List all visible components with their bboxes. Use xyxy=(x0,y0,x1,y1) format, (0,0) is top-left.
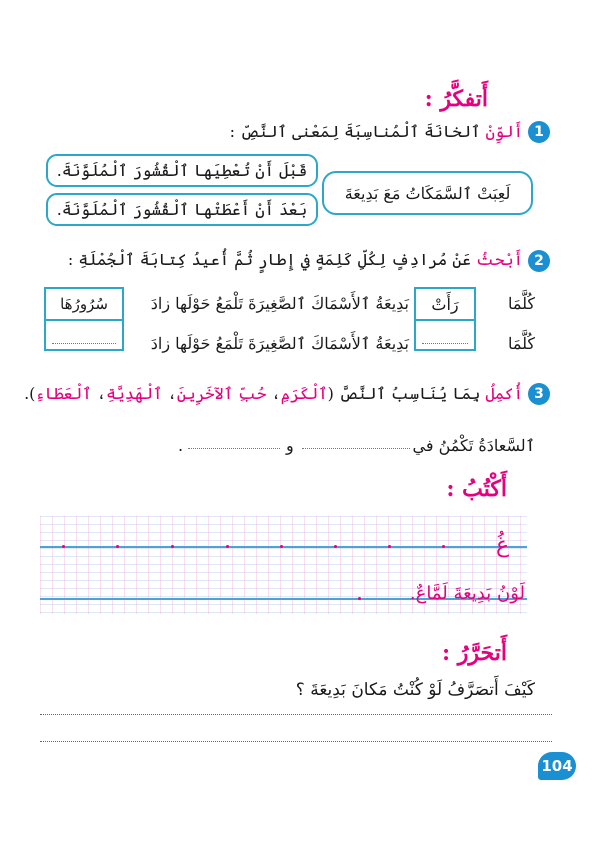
q2-row-2-word: كُلَّمَا xyxy=(507,334,535,353)
guide-line-1 xyxy=(40,546,527,548)
q2-row-2-sentence: بَدِيعَةُ ٱلأَسْمَاكَ ٱلصَّغِيرَةَ تَلْمَعُ حَوْلَها زادَ xyxy=(150,334,409,353)
q3-blank-1[interactable] xyxy=(302,448,410,449)
dot xyxy=(62,545,65,548)
answer-option-2[interactable] xyxy=(46,193,318,226)
model-phrase: لَوْنُ بَدِيعَةَ لَمَّاعٌ. xyxy=(409,583,525,604)
q2-row-1-word: كُلَّمَا xyxy=(507,294,535,313)
section-heading-free: أَتحَرَّرُ : xyxy=(442,640,507,666)
q3-option-3: ٱلْهَدِيَّةِ xyxy=(106,384,163,403)
dot xyxy=(116,545,119,548)
q3-blank-2[interactable] xyxy=(188,448,280,449)
dot xyxy=(226,545,229,548)
q2-box-2[interactable] xyxy=(415,320,475,350)
question-1-verb: أَلوِّنْ xyxy=(485,122,523,141)
question-3-instruction: أُكمِلُ بِمَا يُنَاسِبُ ٱلنَّصَّ (ٱلْكَرَمِ، حُبِّ ٱلآخَرِينَ، ٱلْهَدِيَّةِ، ٱلْعَطَاءِ). xyxy=(24,384,523,403)
q3-option-1: ٱلْكَرَمِ xyxy=(280,384,328,403)
section-heading-write: أَكْتُبُ : xyxy=(446,476,507,502)
question-3-verb: أُكمِلُ xyxy=(485,384,523,403)
dot xyxy=(334,545,337,548)
dot xyxy=(280,545,283,548)
section-heading-think: أَتفكَّرُ : xyxy=(424,86,488,112)
q3-conjunction: و xyxy=(286,436,294,455)
q3-end-period: . xyxy=(178,436,184,455)
q3-option-4: ٱلْعَطَاءِ xyxy=(35,384,92,403)
dot xyxy=(358,597,361,600)
model-letter: غُ xyxy=(496,533,510,558)
question-3-text: بِمَا يُنَاسِبُ ٱلنَّصَّ ( xyxy=(327,384,481,403)
q2-answer-1[interactable]: سُرُورُهَا xyxy=(45,288,123,320)
free-question: كَيْفَ أَتصَرَّفُ لَوْ كُنْتُ مَكانَ بَدِيعَةَ ؟ xyxy=(295,680,535,700)
dot xyxy=(388,545,391,548)
question-1-number: 1 xyxy=(528,121,550,143)
q3-option-2: حُبِّ ٱلآخَرِينَ xyxy=(176,384,267,403)
question-2-verb: أَبْحثُ xyxy=(476,250,523,269)
question-2-instruction xyxy=(68,250,523,269)
page-number: 104 xyxy=(538,752,576,780)
q2-row-1-sentence: بَدِيعَةُ ٱلأَسْمَاكَ ٱلصَّغِيرَةَ تَلْمَعُ حَوْلَها زادَ xyxy=(150,294,409,313)
question-3-number: 3 xyxy=(528,383,550,405)
question-1-instruction xyxy=(230,122,523,141)
q3-close: ). xyxy=(24,384,36,403)
question-2-text: عَنْ مُرادِفٍ لِكُلِّ كَلِمَةٍ في إِطارٍ ثُمَّ أُعيدُ كِتابَةَ ٱلْجُمْلَةِ : xyxy=(67,250,472,269)
answer-line-1[interactable] xyxy=(40,714,552,715)
q2-word-column xyxy=(414,287,476,351)
q1-sentence-box xyxy=(322,171,533,215)
answer-option-2-label: بَعْدَ أَنْ أَعْطَتْها ٱلْقُشُورَ ٱلْمُلَوَّنَةَ. xyxy=(56,200,308,219)
dot xyxy=(171,545,174,548)
q2-box-1: رَأَتْ xyxy=(415,288,475,320)
answer-line-2[interactable] xyxy=(40,741,552,742)
q3-sentence-start: ٱلسَّعادَةُ تَكْمُنُ في xyxy=(412,436,535,455)
answer-option-1-label: قَبْلَ أَنْ تُعْطِيَها ٱلْقُشُورَ ٱلْمُلَوَّنَةَ. xyxy=(56,161,308,180)
dot xyxy=(442,545,445,548)
question-2-number: 2 xyxy=(528,250,550,272)
answer-option-1[interactable] xyxy=(46,154,318,187)
q1-sentence: لَعِبَتْ ٱلسَّمَكَاتُ مَعَ بَدِيعَةَ xyxy=(344,183,511,203)
question-1-text: ٱلخانَةَ ٱلْمُناسِبَةَ لِمَعْنى ٱلنَّصِّ : xyxy=(229,122,481,141)
q2-answer-2[interactable] xyxy=(45,320,123,350)
q2-answer-column xyxy=(44,287,124,351)
